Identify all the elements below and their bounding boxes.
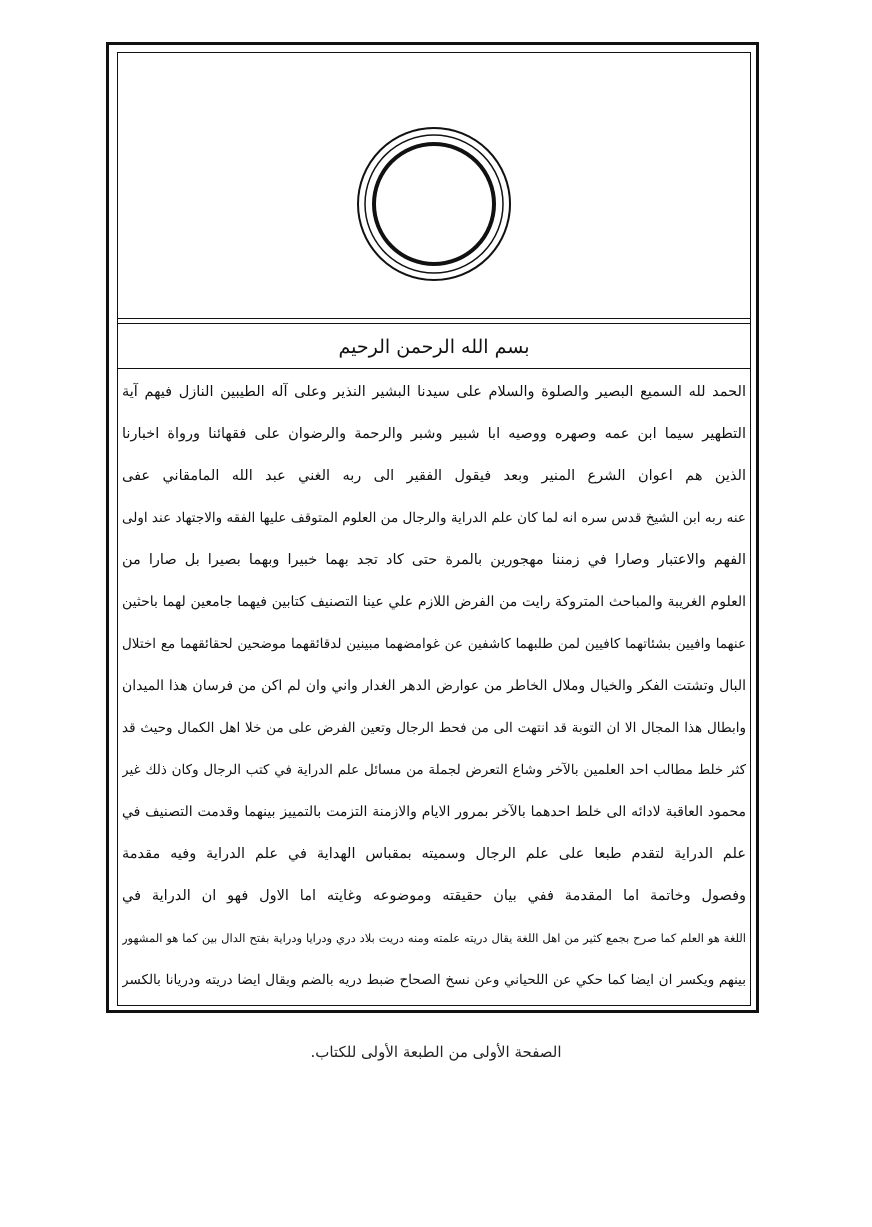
basmala-heading <box>117 328 751 366</box>
text-line: وابطال هذا المجال الا ان التوبة قد انتهت الى من فحط الرجال وتعين الفرض على من خلا اهل الكمال وحيث قد <box>122 720 746 736</box>
text-line: وفصول وخاتمة اما المقدمة ففي بيان حقيقته وموضوعه وغايته اما الاول فهو ان الدراية في <box>122 888 746 904</box>
text-line: بينهم ويكسر ان ايضا كما حكي عن اللحياني وعن نسخ الصحاح ضبط دريه بالضم ويقال ايضا دريته ودريانا بالكسر <box>122 972 746 988</box>
text-line: الذين هم اعوان الشرع المنير وبعد فيقول الفقير الى ربه الغني عبد الله المامقاني عفى <box>122 468 746 484</box>
divider-line <box>117 318 751 319</box>
text-line: التطهير سيما ابن عمه وصهره ووصيه ابا شبير وشبر والرحمة والرضوان على فقهائنا ورواة اخبارنا <box>122 426 746 442</box>
text-line: علم الدراية لتقدم طبعا على علم الرجال وسميته بمقباس الهداية في علم الدراية وفيه مقدمة <box>122 846 746 862</box>
text-line: عنه ربه ابن الشيخ قدس سره انه لما كان علم الدراية والرجال من العلوم المتوقف عليها الفقه والاجتهاد عند اولى <box>122 510 746 526</box>
manuscript-body <box>122 372 746 1000</box>
medallion-ornament <box>356 126 512 282</box>
text-line: البال وتشتت الفكر والخيال وملال الخاطر من عوارض الدهر الغدار واني وان لم اكن من فرسان هذا الميدان <box>122 678 746 694</box>
basmala-text: بسم الله الرحمن الرحيم <box>338 336 530 358</box>
text-line: العلوم الغريبة والمباحث المتروكة رايت من الفرض اللازم علي عينا التصنيف كتابين فيهما جامعين لهما باحثين <box>122 594 746 610</box>
text-line: عنهما وافيين بشئاتهما كافيين لمن طلبهما كاشفين عن غوامضهما مبينين لدقائقهما موضحين لحقائقهما مع اختلال <box>122 636 746 652</box>
text-line: اللغة هو العلم كما صرح بجمع كثير من اهل اللغة يقال دريته علمته ومنه دريت بلاد دري ودرايا ودراية بفتح الدال بين كما هو المشهور <box>122 931 746 945</box>
page-caption: الصفحة الأولى من الطبعة الأولى للكتاب. <box>310 1043 562 1061</box>
text-line: كثر خلط مطالب احد العلمين بالآخر وشاع التعرض لجملة من مسائل علم الدراية في كتب الرجال وكان ذلك غير <box>122 762 746 778</box>
text-line: الفهم والاعتبار وصارا في زمننا مهجورين بالمرة حتى كاد تجد بهما خبيرا وبهما بصيرا بل صارا من <box>122 552 746 568</box>
text-line: الحمد لله السميع البصير والصلوة والسلام على سيدنا البشير النذير وعلى آله الطيبين النازل فيهم آية <box>122 384 746 400</box>
divider-line <box>117 323 751 324</box>
divider-line <box>117 368 751 369</box>
text-line: محمود العاقبة لادائه الى خلط احدهما بالآخر بمرور الايام والازمنة التزمت بالتمييز بينهما وقدمت التصنيف في <box>122 804 746 820</box>
